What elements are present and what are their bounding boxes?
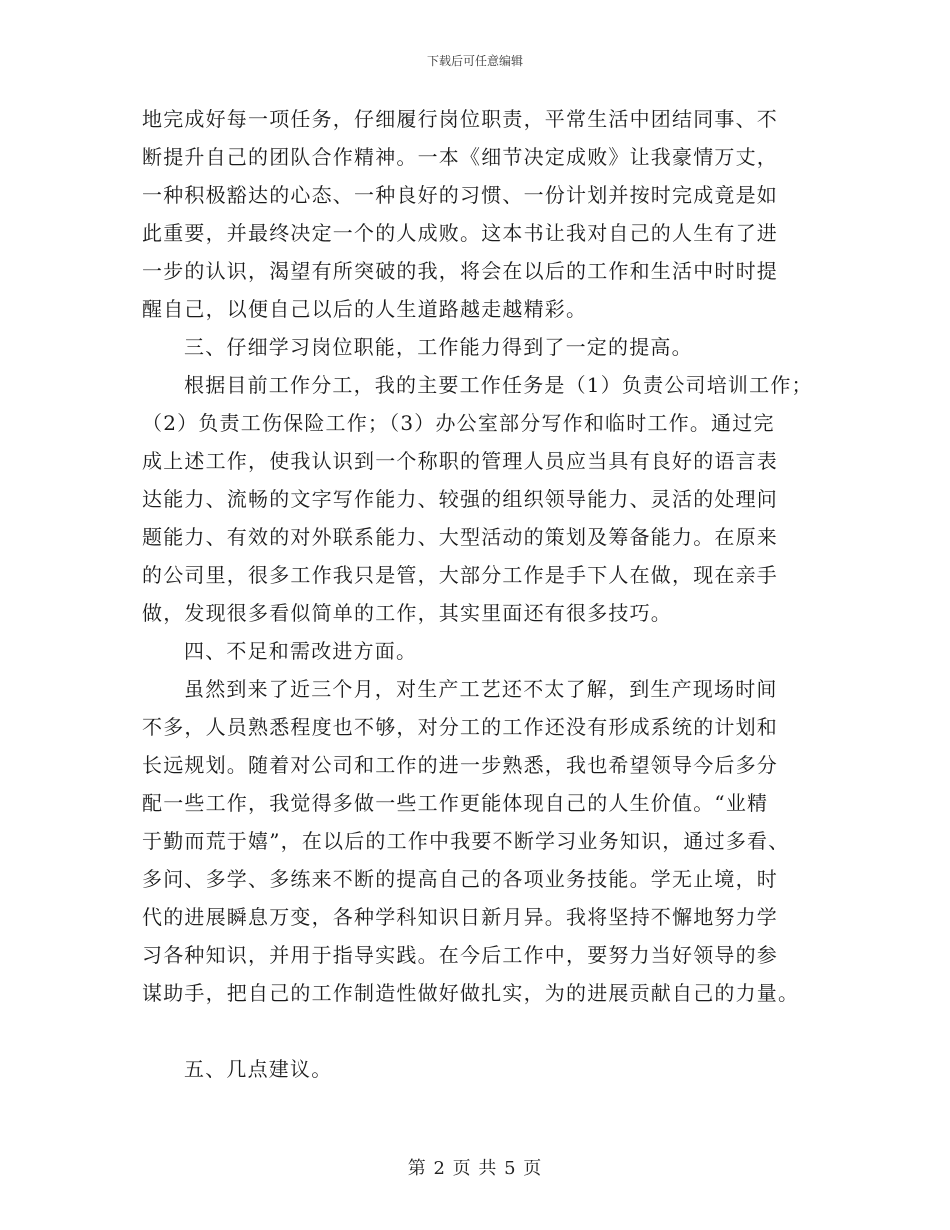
body-line: 达能力、流畅的文字写作能力、较强的组织领导能力、灵活的处理问: [142, 487, 778, 511]
body-line: 成上述工作，使我认识到一个称职的管理人员应当具有良好的语言表: [142, 449, 778, 473]
body-line: 一种积极豁达的心态、一种良好的习惯、一份计划并按时完成竟是如: [142, 183, 778, 207]
body-line: 的公司里，很多工作我只是管，大部分工作是手下人在做，现在亲手: [142, 563, 778, 587]
section-heading: 五、几点建议。: [184, 1057, 333, 1081]
body-line: 此重要，并最终决定一个的人成败。这本书让我对自己的人生有了进: [142, 221, 778, 245]
body-line: 地完成好每一项任务，仔细履行岗位职责，平常生活中团结同事、不: [142, 107, 778, 131]
body-line: 根据目前工作分工，我的主要工作任务是（1）负责公司培训工作；: [184, 373, 813, 397]
section-heading: 三、仔细学习岗位职能，工作能力得到了一定的提高。: [184, 335, 693, 359]
body-line: 长远规划。随着对公司和工作的进一步熟悉，我也希望领导今后多分: [142, 753, 778, 777]
body-line: （2）负责工伤保险工作；（3）办公室部分写作和临时工作。通过完: [142, 411, 775, 435]
body-line: 多问、多学、多练来不断的提高自己的各项业务技能。学无止境，时: [142, 867, 778, 891]
paragraph-spacer: [142, 1012, 812, 1050]
body-line: 配一些工作，我觉得多做一些工作更能体现自己的人生价值。“业精: [142, 791, 769, 815]
document-body: [142, 100, 812, 1088]
page-header: 下载后可任意编辑: [426, 54, 523, 68]
section-heading: 四、不足和需改进方面。: [184, 639, 418, 663]
body-line: 题能力、有效的对外联系能力、大型活动的策划及筹备能力。在原来: [142, 525, 778, 549]
body-line: 不多，人员熟悉程度也不够，对分工的工作还没有形成系统的计划和: [142, 715, 778, 739]
body-line: 醒自己，以便自己以后的人生道路越走越精彩。: [142, 297, 588, 321]
page-number: 第 2 页 共 5 页: [407, 1158, 543, 1179]
body-line: 代的进展瞬息万变，各种学科知识日新月异。我将坚持不懈地努力学: [142, 905, 778, 929]
body-line: 一步的认识，渴望有所突破的我，将会在以后的工作和生活中时时提: [142, 259, 778, 283]
body-line: 谋助手，把自己的工作制造性做好做扎实，为的进展贡献自己的力量。: [142, 981, 800, 1005]
body-line: 做，发现很多看似简单的工作，其实里面还有很多技巧。: [142, 601, 672, 625]
body-line: 断提升自己的团队合作精神。一本《细节决定成败》让我豪情万丈，: [142, 145, 778, 169]
body-line: 于勤而荒于嬉”，在以后的工作中我要不断学习业务知识，通过多看、: [142, 829, 790, 853]
body-line: 习各种知识，并用于指导实践。在今后工作中，要努力当好领导的参: [142, 943, 778, 967]
body-line: 虽然到来了近三个月，对生产工艺还不太了解，到生产现场时间: [184, 677, 778, 701]
